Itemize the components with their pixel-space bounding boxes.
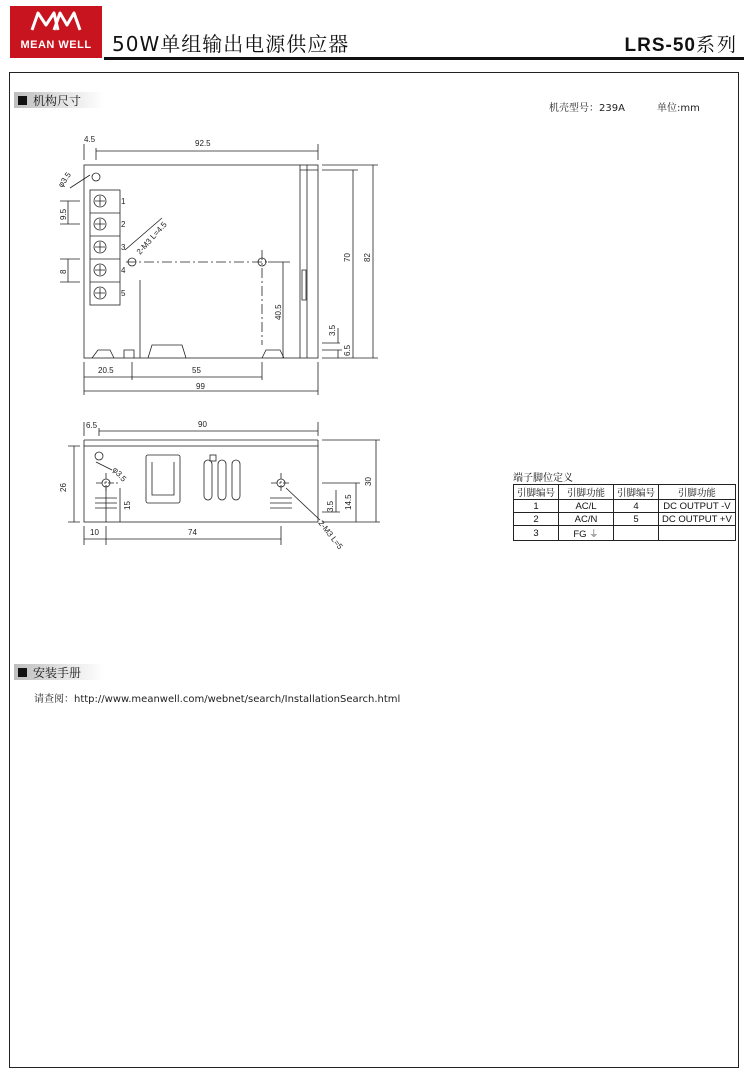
terminal-label-1: 1 <box>121 197 126 206</box>
dim-side-m3: 2-M3 L=5 <box>316 518 345 552</box>
dim-40-5: 40.5 <box>274 304 283 320</box>
section-title-installation: 安装手册 <box>33 665 82 680</box>
table-row <box>514 500 736 513</box>
dim-20-5: 20.5 <box>98 366 114 375</box>
dim-side-15: 15 <box>123 501 132 510</box>
terminal-block <box>90 190 120 305</box>
section-header-installation <box>14 664 104 680</box>
dim-side-6-5: 6.5 <box>86 421 98 430</box>
dim-70: 70 <box>343 253 352 262</box>
dim-phi-3-5: φ3.5 <box>56 170 73 190</box>
dim-8: 8 <box>59 269 68 274</box>
terminal-label-5: 5 <box>121 289 126 298</box>
terminal-label-4: 4 <box>121 266 126 275</box>
series-suffix: 系列 <box>695 34 738 56</box>
ventilation-slot-u <box>146 455 180 503</box>
table-cell: DC OUTPUT +V <box>659 513 736 526</box>
dim-side-90: 90 <box>198 420 207 429</box>
bullet-square-icon <box>18 668 27 677</box>
table-cell <box>614 526 659 541</box>
terminal-pin-table <box>513 484 736 541</box>
side-view-body <box>84 446 318 522</box>
table-cell: 2 <box>514 513 559 526</box>
series-code: LRS-50 <box>624 35 696 56</box>
dim-side-phi-3-5: φ3.5 <box>110 465 129 484</box>
page-title: 50W单组输出电源供应器 <box>112 32 350 56</box>
table-cell: DC OUTPUT -V <box>659 500 736 513</box>
col-pin-no-1: 引脚编号 <box>514 485 559 500</box>
table-header-row <box>514 485 736 500</box>
section-title-mechanical: 机构尺寸 <box>33 93 82 108</box>
dim-92-5: 92.5 <box>195 139 211 148</box>
dim-82: 82 <box>363 253 372 262</box>
table-cell <box>659 526 736 541</box>
table-row <box>514 513 736 526</box>
dim-55: 55 <box>192 366 201 375</box>
dim-side-30: 30 <box>364 477 373 486</box>
dim-m3-top: 2-M3 L=4.5 <box>134 220 169 257</box>
col-pin-no-2: 引脚编号 <box>614 485 659 500</box>
table-row <box>514 526 736 541</box>
dim-side-10: 10 <box>90 528 99 537</box>
terminal-label-3: 3 <box>121 243 126 252</box>
dim-3-5-top: 3.5 <box>328 324 337 336</box>
top-view-bracket <box>300 165 307 358</box>
terminal-label-2: 2 <box>121 220 126 229</box>
table-cell: AC/N <box>559 513 614 526</box>
dim-9-5: 9.5 <box>59 208 68 220</box>
dim-4-5: 4.5 <box>84 135 96 144</box>
dim-side-3-5: 3.5 <box>326 500 335 512</box>
logo-text: MEAN WELL <box>20 39 92 51</box>
dim-side-26: 26 <box>59 483 68 492</box>
table-cell: 5 <box>614 513 659 526</box>
dim-side-14-5: 14.5 <box>344 494 353 510</box>
table-cell: FG ⏚ <box>559 526 614 541</box>
col-pin-func-1: 引脚功能 <box>559 485 614 500</box>
table-cell: 1 <box>514 500 559 513</box>
unit-label: 单位:mm <box>657 103 700 114</box>
col-pin-func-2: 引脚功能 <box>659 485 736 500</box>
table-cell: 3 <box>514 526 559 541</box>
case-label: 机壳型号：239A <box>549 103 625 114</box>
terminal-table-caption: 端子脚位定义 <box>513 473 573 484</box>
installation-reference-link[interactable]: 请查阅：http://www.meanwell.com/webnet/search/InstallationSearch.html <box>34 694 401 705</box>
table-cell: 4 <box>614 500 659 513</box>
dim-side-74: 74 <box>188 528 197 537</box>
table-cell: AC/L <box>559 500 614 513</box>
dim-99: 99 <box>196 382 205 391</box>
dim-6-5-top: 6.5 <box>343 344 352 356</box>
